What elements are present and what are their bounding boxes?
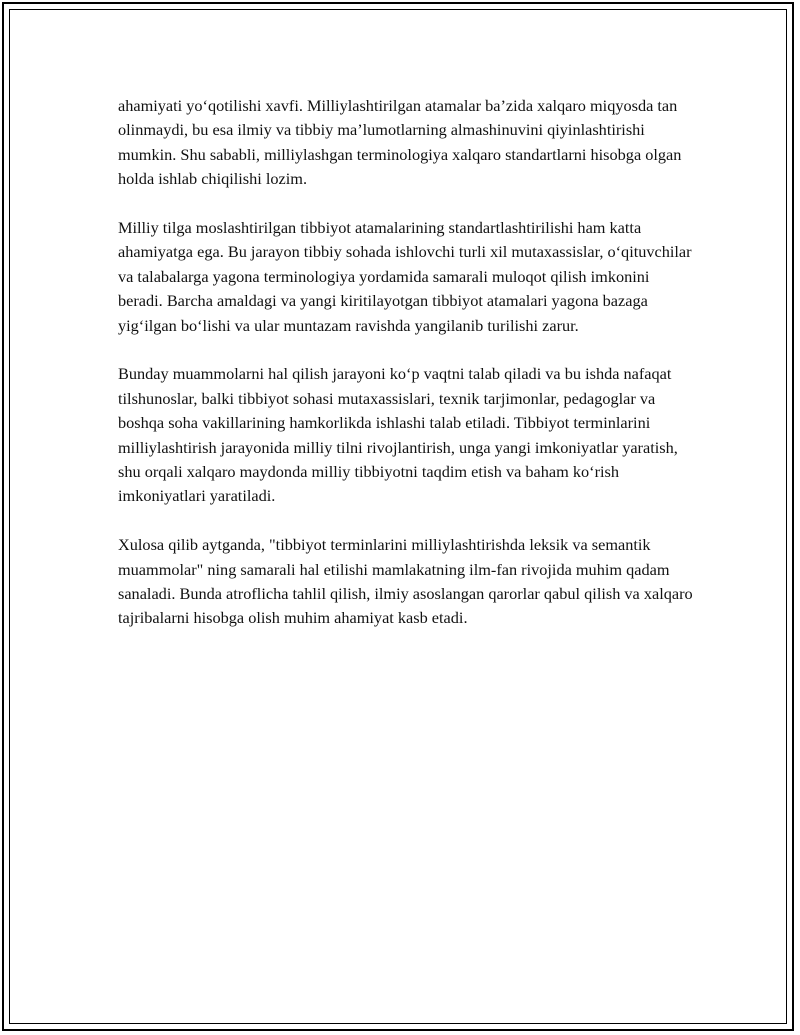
paragraph-4: Xulosa qilib aytganda, "tibbiyot terminlarini milliylashtirishda leksik va semantik muammolar" ning samarali hal etilishi mamlakatning ilm-fan rivojida muhim qadam sanaladi. Bunda atroflicha tahlil qilish, ilmiy asoslangan qarorlar qabul qilish va xalqaro tajribalarni hisobga olish muhim ahamiyat kasb etadi.: [118, 535, 693, 628]
document-body: [118, 94, 693, 655]
paragraph-1: ahamiyati yo‘qotilishi xavfi. Milliylashtirilgan atamalar ba’zida xalqaro miqyosda tan olinmaydi, bu esa ilmiy va tibbiy ma’lumotlarning almashinuvini qiyinlashtirishi mumkin. Shu sababli, milliylashgan terminologiya xalqaro standartlarni hisobga olgan holda ishlab chiqilishi lozim.: [118, 96, 682, 189]
paragraph-3: Bunday muammolarni hal qilish jarayoni ko‘p vaqtni talab qiladi va bu ishda nafaqat tilshunoslar, balki tibbiyot sohasi mutaxassislari, texnik tarjimonlar, pedagoglar va boshqa soha vakillarining hamkorlikda ishlashi talab etiladi. Tibbiyot terminlarini milliylashtirish jarayonida milliy tilni rivojlantirish, unga yangi imkoniyatlar yaratish, shu orqali xalqaro maydonda milliy tibbiyotni taqdim etish va baham ko‘rish imkoniyatlari yaratiladi.: [118, 364, 678, 506]
paragraph-2: Milliy tilga moslashtirilgan tibbiyot atamalarining standartlashtirilishi ham katta ahamiyatga ega. Bu jarayon tibbiy sohada ishlovchi turli xil mutaxassislar, o‘qituvchilar va talabalarga yagona terminologiya yordamida samarali muloqot qilish imkonini beradi. Barcha amaldagi va yangi kiritilayotgan tibbiyot atamalari yagona bazaga yig‘ilgan bo‘lishi va ular muntazam ravishda yangilanib turilishi zarur.: [118, 218, 692, 335]
